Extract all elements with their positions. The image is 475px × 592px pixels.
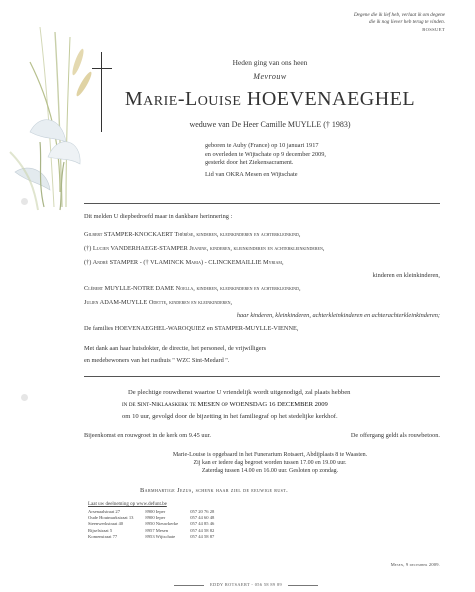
phone: 057 44 58 82 xyxy=(190,527,215,533)
quote-line: die ik nog liever heb terug te vinden. xyxy=(368,19,445,25)
death-line: en overleden te Wijtschate op 9 december 2009, xyxy=(205,150,326,158)
phone: 057 44 60 48 xyxy=(190,515,215,521)
address: Oude Houtmarkstraat 13 xyxy=(88,515,134,521)
address: Arsenaalstraat 27 xyxy=(88,509,121,514)
families-line: De families HOEVENAEGHEL-WAROQUIEZ en STAMPER-MUYLLE-VIENNE, xyxy=(84,325,299,332)
florists-list xyxy=(88,502,318,540)
quote-author: BOSSUET xyxy=(422,27,445,32)
city: 8900 Ieper xyxy=(145,509,166,514)
funeral-home-info xyxy=(120,451,420,475)
funeral-home-line: Zij kan er iedere dag begroet worden tussen 17.00 en 19.00 uur. xyxy=(193,460,347,466)
service-line: om 10 uur, gevolgd door de bijzetting in het familiegraf op het stedelijke kerkhof. xyxy=(122,413,338,420)
gathering-line: Bijeenkomst en rouwgroet in de kerk om 9.45 uur. xyxy=(84,432,211,439)
printer-credit: EDDY ROTSAERT - 056 58 89 89 xyxy=(168,582,324,587)
offering-line: De offergang geldt als rouwbetoon. xyxy=(350,432,440,439)
birth-line: geboren te Auby (France) op 10 januari 1917 xyxy=(205,142,319,149)
family-line: (†) André STAMPER - († VLAMINCK Maria) - CLINCKEMAILLIE Myriam, xyxy=(84,259,284,266)
city: 8950 Nieuwkerke xyxy=(145,521,179,527)
florists-table xyxy=(88,509,226,540)
funeral-home-line: Zaterdag tussen 14.00 en 16.00 uur. Gesloten op zondag. xyxy=(201,468,339,474)
membership-line: Lid van OKRA Mesen en Wijtschate xyxy=(205,171,298,179)
city: 8953 Wijtschate xyxy=(145,533,176,539)
family-line: Gilbert STAMPER-KNOCKAERT Thérèse, kinderen, kleinkinderen en achterkleinkind, xyxy=(84,231,301,238)
family-line: kinderen en kleinkinderen, xyxy=(372,272,440,279)
quote-line: Degene die ik lief heb, verlaat ik om degene xyxy=(353,12,445,18)
sacrament-line: gesterkt door het Ziekensacrament. xyxy=(205,159,294,167)
spouse-line: weduwe van De Heer Camille MUYLLE († 1983) xyxy=(189,120,351,129)
footer xyxy=(88,502,440,582)
intro-text: Heden ging van ons heen xyxy=(232,58,308,67)
salutation: Mevrouw xyxy=(253,72,287,81)
thanks-line: en medebewoners van het rusthuis " WZC Sint-Medard ". xyxy=(84,357,230,364)
city: 8900 Ieper xyxy=(145,515,166,521)
service-line: De plechtige rouwdienst waartoe U vriendelijk wordt uitgenodigd, zal plaats hebben xyxy=(128,389,351,396)
punch-hole xyxy=(21,394,28,401)
table-row xyxy=(88,528,226,534)
funeral-home-line: Marie-Louise is opgebaard in het Funerarium Rotsaert, Abdijplaats 8 te Waasten. xyxy=(172,452,368,458)
punch-hole xyxy=(21,198,28,205)
phone: 057 44 85 46 xyxy=(190,521,215,527)
thanks-line: Met dank aan haar huisdokter, de directie, het personeel, de vrijwilligers xyxy=(84,345,267,352)
table-row xyxy=(88,534,226,540)
address: Rijselstraat 5 xyxy=(88,527,113,533)
prayer: Barmhartige Jezus, schenk haar ziel de eeuwige rust. xyxy=(140,487,289,494)
family-line: haar kinderen, kleinkinderen, achterkleinkinderen en achterachterkleinkinderen; xyxy=(236,312,440,319)
phone: 057 44 58 87 xyxy=(190,533,215,539)
city: 8957 Mesen xyxy=(145,527,169,533)
address: Steenwerkstraat 40 xyxy=(88,521,124,527)
address: Komenstraat 77 xyxy=(88,533,118,539)
phone: 057 20 76 28 xyxy=(190,509,215,514)
place-date: Mesen, 9 december 2009. xyxy=(390,562,440,567)
family-intro: Dit melden U diepbedroefd maar in dankbare herinnering : xyxy=(84,213,233,220)
table-row xyxy=(88,521,226,527)
family-line: Clébert MUYLLE-NOTRE DAME Noella, kinderen, kleinkinderen en achterkleinkind, xyxy=(84,285,301,292)
family-line: (†) Lucien VANDERHAEGE-STAMPER Jeanine, kinderen, kleinkinderen en achterkleinkinderen, xyxy=(84,245,325,252)
deceased-name: Marie-Louise HOEVENAEGHEL xyxy=(124,88,416,110)
family-line: Julien ADAM-MUYLLE Odette, kinderen en kleinkinderen, xyxy=(84,299,233,306)
condolence-link[interactable]: Laat uw deelneming op www.defunt.be xyxy=(88,502,167,507)
service-date-line: in de Sint-Niklaaskerk te MESEN op WOENSDAG 16 DECEMBER 2009 xyxy=(122,401,328,408)
